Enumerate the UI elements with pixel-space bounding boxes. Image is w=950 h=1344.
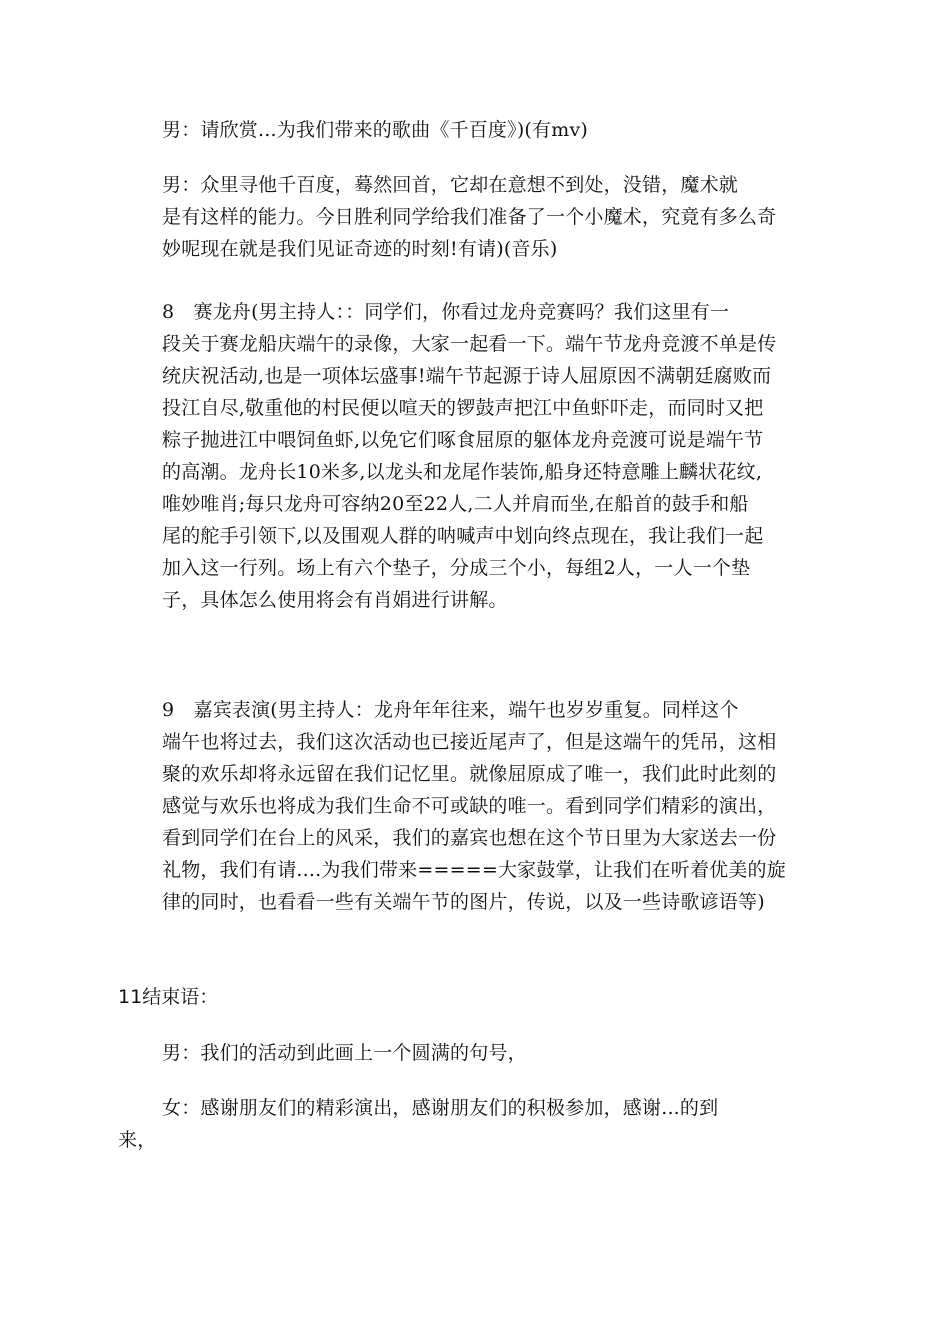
paragraph-closing-female: [118, 1092, 834, 1156]
text-line: 看到同学们在台上的风采，我们的嘉宾也想在这个节日里为大家送去一份: [162, 827, 777, 849]
text-line: 投江自尽,敬重他的村民便以喧天的锣鼓声把江中鱼虾吓走，而同时又把: [162, 397, 764, 419]
text-line: 男：请欣赏...为我们带来的歌曲《千百度》)(有mv): [162, 119, 589, 141]
section-heading-closing: [118, 981, 218, 1013]
paragraph-closing-male: [118, 1037, 834, 1069]
text-line: 聚的欢乐却将永远留在我们记忆里。就像屈原成了唯一，我们此时此刻的: [162, 763, 777, 785]
section-number: 11: [118, 986, 143, 1008]
text-line: 来，: [118, 1129, 157, 1151]
text-line: 唯妙唯肖;每只龙舟可容纳20至22人,二人并肩而坐,在船首的鼓手和船: [162, 493, 749, 515]
text-line: 男：我们的活动到此画上一个圆满的句号，: [162, 1042, 527, 1064]
section-title: 结束语：: [142, 986, 219, 1008]
text-line: 妙呢现在就是我们见证奇迹的时刻!有请)(音乐): [162, 238, 558, 260]
text-line: 男：众里寻他千百度，蓦然回首，它却在意想不到处，没错，魔术就: [162, 174, 739, 196]
text-line: 感觉与欢乐也将成为我们生命不可或缺的唯一。看到同学们精彩的演出，: [162, 795, 777, 817]
paragraph-magic: [118, 169, 834, 265]
text-line: 9 嘉宾表演(男主持人：龙舟年年往来，端午也岁岁重复。同样这个: [162, 699, 739, 721]
paragraph-song: [118, 114, 834, 146]
text-line: 女：感谢朋友们的精彩演出，感谢朋友们的积极参加，感谢...的到: [162, 1097, 719, 1119]
text-line: 尾的舵手引领下,以及围观人群的呐喊声中划向终点现在，我让我们一起: [162, 525, 764, 547]
text-line: 是有这样的能力。今日胜利同学给我们准备了一个小魔术，究竟有多么奇: [162, 206, 777, 228]
text-line: 统庆祝活动,也是一项体坛盛事!端午节起源于诗人屈原因不满朝廷腐败而: [162, 365, 772, 387]
paragraph-dragon-boat: [118, 296, 834, 616]
text-line: 礼物，我们有请....为我们带来=====大家鼓掌，让我们在听着优美的旋: [162, 859, 786, 881]
text-line: 8 赛龙舟(男主持人：：同学们，你看过龙舟竞赛吗？我们这里有一: [162, 301, 730, 323]
text-line: 端午也将过去，我们这次活动也已接近尾声了，但是这端午的凭吊，这相: [162, 731, 777, 753]
text-line: 的高潮。龙舟长10米多,以龙头和龙尾作装饰,船身还特意雕上麟状花纹,: [162, 461, 763, 483]
text-line: 粽子抛进江中喂饲鱼虾,以免它们啄食屈原的躯体龙舟竞渡可说是端午节: [162, 429, 764, 451]
paragraph-guest-performance: [118, 694, 834, 918]
text-line: 律的同时，也看看一些有关端午节的图片，传说，以及一些诗歌谚语等): [162, 891, 765, 913]
text-line: 加入这一行列。场上有六个垫子，分成三个小，每组2人，一人一个垫: [162, 557, 751, 579]
text-line: 段关于赛龙船庆端午的录像，大家一起看一下。端午节龙舟竞渡不单是传: [162, 333, 777, 355]
text-line: 子，具体怎么使用将会有肖娟进行讲解。: [162, 589, 508, 611]
